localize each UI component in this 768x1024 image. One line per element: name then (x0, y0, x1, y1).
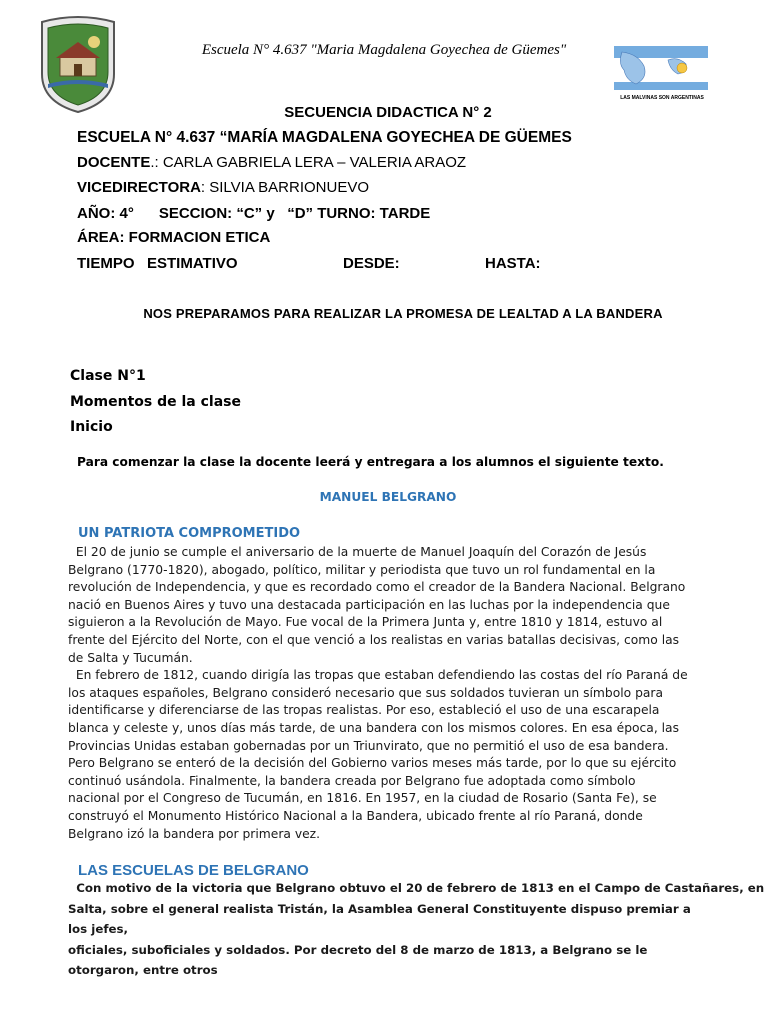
text-line: frente del Ejército del Norte, con el que venció a los realistas en varias batallas decisivas, como las (68, 632, 680, 647)
docente-label: DOCENTE (77, 154, 151, 171)
clase-number: Clase N°1 (70, 368, 146, 384)
text-line: continuó usándola. Finalmente, la bandera creada por Belgrano fue adoptada como símbolo (68, 773, 636, 788)
text-line: Pero Belgrano se enteró de la decisión del Gobierno varios meses más tarde, por lo que su ejército (68, 756, 677, 771)
anio-seccion-line: AÑO: 4° SECCION: “C” y “D” TURNO: TARDE (77, 205, 431, 222)
text-line: blanca y celeste y, unos días más tarde, de una bandera con los mismos colores. En esa época, las (68, 720, 679, 735)
text-line: de Salta y Tucumán. (68, 650, 193, 665)
area-line: ÁREA: FORMACION ETICA (77, 229, 271, 246)
text-line: nacional por el Congreso de Tucumán, en 1816. En 1957, en la ciudad de Rosario (Santa Fe), se (68, 791, 657, 806)
text-line: identificarse y diferenciarse de las tropas realistas. Por eso, estableció el uso de una escarapela (68, 703, 660, 718)
school-name-header: Escuela N° 4.637 "Maria Magdalena Goyechea de Güemes" (201, 42, 567, 58)
text-line: Belgrano izó la bandera por primera vez. (68, 826, 321, 841)
hasta-label: HASTA: (485, 255, 541, 272)
school-seal-icon (36, 14, 120, 114)
vicedirectora-label: VICEDIRECTORA (77, 179, 201, 196)
vicedirectora-line (77, 179, 369, 196)
text-line: los ataques españoles, Belgrano consideró necesario que sus soldados tuvieran un símbolo para (68, 685, 664, 700)
text-line: Salta, sobre el general realista Tristán, la Asamblea General Constituyente dispuso premiar a los jefes, (68, 901, 691, 936)
text-line: oficiales, suboficiales y soldados. Por decreto del 8 de marzo de 1813, a Belgrano se le otorgaron, entre otros (68, 942, 648, 977)
tiempo-label: TIEMPO ESTIMATIVO (77, 255, 238, 272)
text-line: construyó el Monumento Histórico Nacional a la Bandera, ubicado frente al río Paraná, donde (68, 808, 643, 823)
text-line: En febrero de 1812, cuando dirigía las tropas que estaban defendiendo las costas del río Paraná de (68, 668, 688, 683)
desde-label: DESDE: (343, 255, 400, 272)
vicedirectora-value: : SILVIA BARRIONUEVO (200, 179, 370, 196)
document-title: SECUENCIA DIDACTICA N° 2 (284, 104, 492, 121)
text-line: siguieron a la Revolución de Mayo. Fue vocal de la Primera Junta y, entre 1810 y 1814, estuvo al (68, 615, 663, 630)
text-line: revolución de Independencia, y que es recordado como el creador de la Bandera Nacional. Belgrano (68, 580, 686, 595)
section2-title: LAS ESCUELAS DE BELGRANO (78, 862, 309, 879)
text-line: nació en Buenos Aires y tuvo una destacada participación en las luchas por la independencia que (68, 597, 670, 612)
section1-title: UN PATRIOTA COMPROMETIDO (78, 526, 301, 541)
docente-value: .: CARLA GABRIELA LERA – VALERIA ARAOZ (150, 154, 467, 171)
flag-caption: LAS MALVINAS SON ARGENTINAS (620, 95, 704, 101)
reading-title: MANUEL BELGRANO (319, 490, 457, 504)
text-line: El 20 de junio se cumple el aniversario de la muerte de Manuel Joaquín del Corazón de Jesús (68, 545, 647, 559)
text-line: Provincias Unidas estaban gobernadas por un Triunvirato, que no permitió el uso de esa bandera. (68, 738, 669, 753)
docente-line (77, 154, 466, 171)
section1-body (68, 544, 708, 843)
momentos-heading: Momentos de la clase (70, 394, 242, 410)
text-line: Con motivo de la victoria que Belgrano obtuvo el 20 de febrero de 1813 en el Campo de Castañares, en (68, 881, 765, 895)
inicio-heading: Inicio (70, 419, 113, 435)
text-line: Belgrano (1770-1820), abogado, político, militar y periodista que tuvo un rol fundamental en la (68, 562, 656, 577)
escuela-line: ESCUELA N° 4.637 “MARÍA MAGDALENA GOYECHEA DE GÜEMES (77, 129, 572, 146)
section2-body (68, 878, 765, 981)
main-title: NOS PREPARAMOS PARA REALIZAR LA PROMESA DE LEALTAD A LA BANDERA (143, 306, 663, 321)
intro-paragraph: Para comenzar la clase la docente leerá y entregara a los alumnos el siguiente texto. (77, 455, 664, 469)
